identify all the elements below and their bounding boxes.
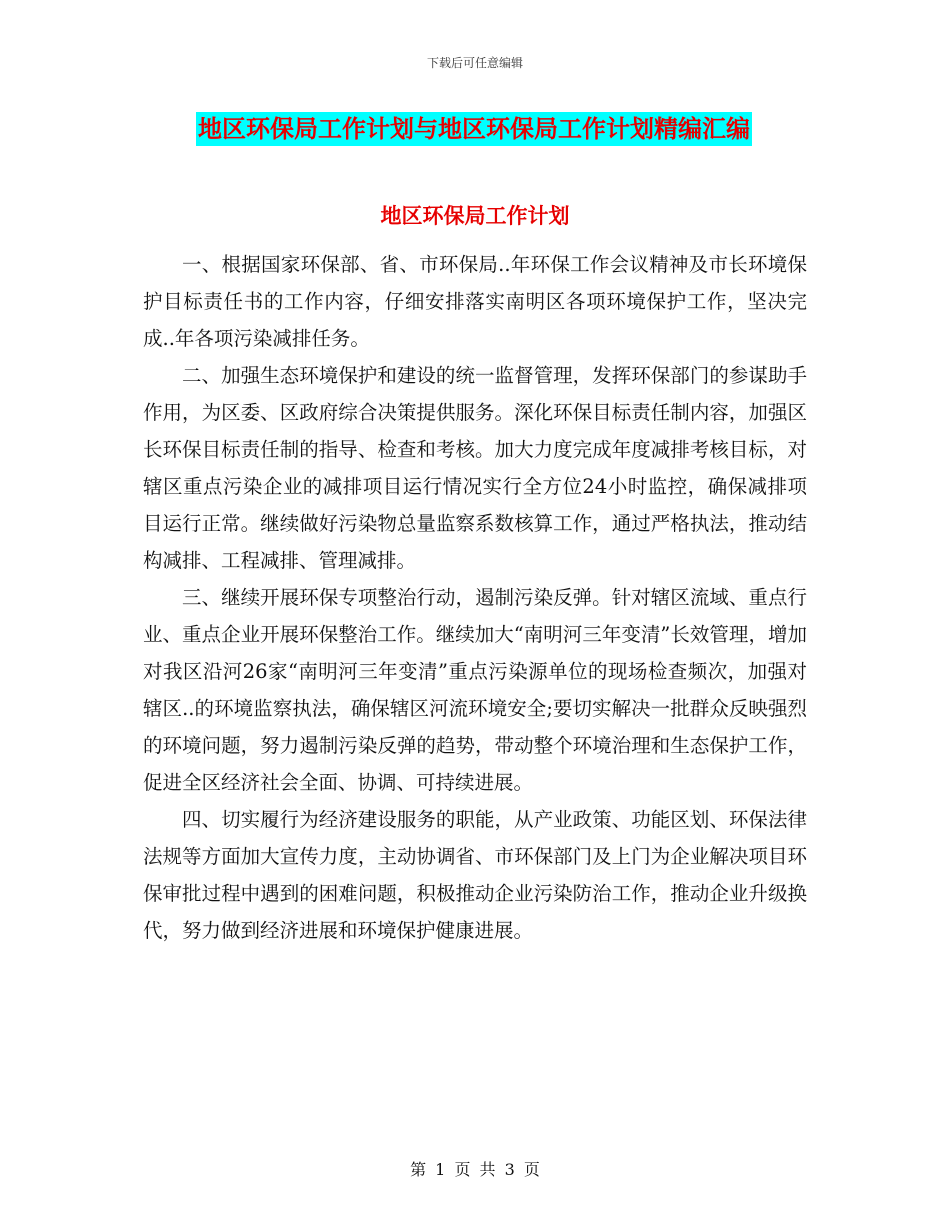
page-number-footer: 第 1 页 共 3 页 xyxy=(410,1160,540,1179)
paragraph-3: 三、继续开展环保专项整治行动，遏制污染反弹。针对辖区流域、重点行业、重点企业开展环保整治工作。继续加大“南明河三年变清”长效管理，增加对我区沿河26家“南明河三年变清”重点污染源单位的现场检查频次，加强对辖区..的环境监察执法，确保辖区河流环境安全;要切实解决一批群众反映强烈的环境问题，努力遏制污染反弹的趋势，带动整个环境治理和生态保护工作，促进全区经济社会全面、协调、可持续进展。 xyxy=(143,586,807,794)
paragraph-4: 四、切实履行为经济建设服务的职能，从产业政策、功能区划、环保法律法规等方面加大宣传力度，主动协调省、市环保部门及上门为企业解决项目环保审批过程中遇到的困难问题，积极推动企业污染防治工作，推动企业升级换代，努力做到经济进展和环境保护健康进展。 xyxy=(143,808,807,942)
page-header-note: 下载后可任意编辑 xyxy=(426,56,523,70)
document-main-title: 地区环保局工作计划与地区环保局工作计划精编汇编 xyxy=(196,112,752,146)
paragraph-2: 二、加强生态环境保护和建设的统一监督管理，发挥环保部门的参谋助手作用，为区委、区政府综合决策提供服务。深化环保目标责任制内容，加强区长环保目标责任制的指导、检查和考核。加大力度完成年度减排考核目标，对辖区重点污染企业的减排项目运行情况实行全方位24小时监控，确保减排项目运行正常。继续做好污染物总量监察系数核算工作，通过严格执法，推动结构减排、工程减排、管理减排。 xyxy=(143,364,807,572)
paragraph-1: 一、根据国家环保部、省、市环保局..年环保工作会议精神及市长环境保护目标责任书的工作内容，仔细安排落实南明区各项环境保护工作，坚决完成..年各项污染减排任务。 xyxy=(143,253,807,350)
document-body xyxy=(143,246,807,949)
section-title: 地区环保局工作计划 xyxy=(380,204,570,228)
